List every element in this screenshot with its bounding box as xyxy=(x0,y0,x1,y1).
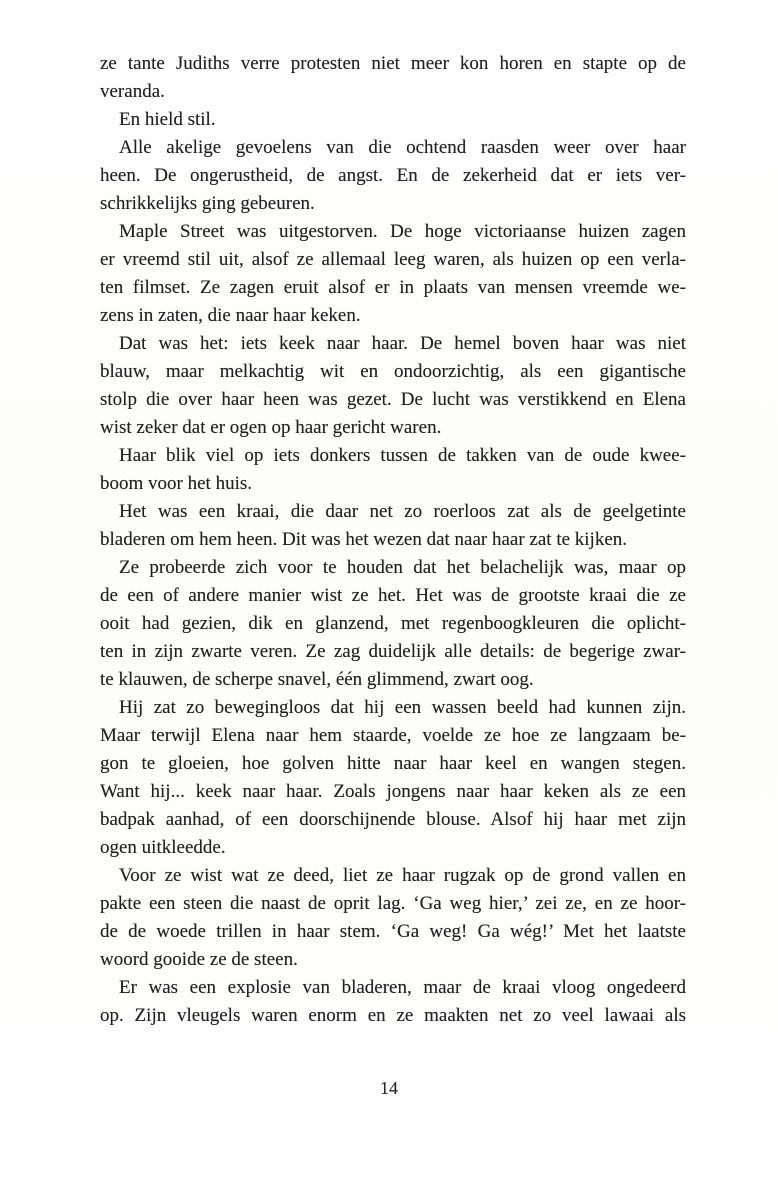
text-line: badpak aanhad, of een doorschijnende blouse. Alsof hij haar met zijn xyxy=(100,809,686,830)
text-line: En hield stil. xyxy=(119,109,216,130)
text-line: Dat was het: iets keek naar haar. De hemel boven haar was niet xyxy=(119,333,686,354)
text-line: zens in zaten, die naar haar keken. xyxy=(100,305,361,326)
text-line: Ze probeerde zich voor te houden dat het belachelijk was, maar op xyxy=(119,557,686,578)
text-line: woord gooide ze de steen. xyxy=(100,949,298,970)
page-number: 14 xyxy=(380,1078,398,1098)
text-line: Voor ze wist wat ze deed, liet ze haar rugzak op de grond vallen en xyxy=(119,865,686,886)
text-line: Maple Street was uitgestorven. De hoge victoriaanse huizen zagen xyxy=(119,221,686,242)
text-line: op. Zijn vleugels waren enorm en ze maakten net zo veel lawaai als xyxy=(100,1005,686,1026)
text-line: ten filmset. Ze zagen eruit alsof er in plaats van mensen vreemde we- xyxy=(100,277,686,298)
text-line: veranda. xyxy=(100,81,165,102)
text-line: ten in zijn zwarte veren. Ze zag duidelijk alle details: de begerige zwar- xyxy=(100,641,686,662)
text-line: Hij zat zo bewegingloos dat hij een wassen beeld had kunnen zijn. xyxy=(119,697,686,718)
text-line: ogen uitkleedde. xyxy=(100,837,226,858)
text-line: Maar terwijl Elena naar hem staarde, voelde ze hoe ze langzaam be- xyxy=(100,725,686,746)
text-line: pakte een steen die naast de oprit lag. ‘Ga weg hier,’ zei ze, en ze hoor- xyxy=(100,893,686,914)
text-line: stolp die over haar heen was gezet. De lucht was verstikkend en Elena xyxy=(100,389,686,410)
text-line: blauw, maar melkachtig wit en ondoorzichtig, als een gigantische xyxy=(100,361,686,382)
text-line: heen. De ongerustheid, de angst. En de zekerheid dat er iets ver- xyxy=(100,165,686,186)
text-line: ze tante Judiths verre protesten niet meer kon horen en stapte op de xyxy=(100,53,686,74)
text-line: boom voor het huis. xyxy=(100,473,252,494)
text-line: bladeren om hem heen. Dit was het wezen dat naar haar zat te kijken. xyxy=(100,529,628,550)
text-line: Haar blik viel op iets donkers tussen de takken van de oude kwee- xyxy=(119,445,686,466)
text-line: te klauwen, de scherpe snavel, één glimmend, zwart oog. xyxy=(100,669,534,690)
text-line: gon te gloeien, hoe golven hitte naar haar keel en wangen stegen. xyxy=(100,753,686,774)
text-line: de een of andere manier wist ze het. Het was de grootste kraai die ze xyxy=(100,585,686,606)
text-line: wist zeker dat er ogen op haar gericht waren. xyxy=(100,417,442,438)
text-line: ooit had gezien, dik en glanzend, met regenboogkleuren die oplicht- xyxy=(100,613,686,634)
text-line: Het was een kraai, die daar net zo roerloos zat als de geelgetinte xyxy=(119,501,686,522)
text-line: Alle akelige gevoelens van die ochtend raasden weer over haar xyxy=(119,137,686,158)
text-line: de de woede trillen in haar stem. ‘Ga weg! Ga wég!’ Met het laatste xyxy=(100,921,686,942)
text-line: Er was een explosie van bladeren, maar de kraai vloog ongedeerd xyxy=(119,977,686,998)
text-block xyxy=(100,50,686,1030)
text-line: schrikkelijks ging gebeuren. xyxy=(100,193,315,214)
text-line: er vreemd stil uit, alsof ze allemaal leeg waren, als huizen op een verla- xyxy=(100,249,686,270)
text-line: Want hij... keek naar haar. Zoals jongens naar haar keken als ze een xyxy=(100,781,686,802)
